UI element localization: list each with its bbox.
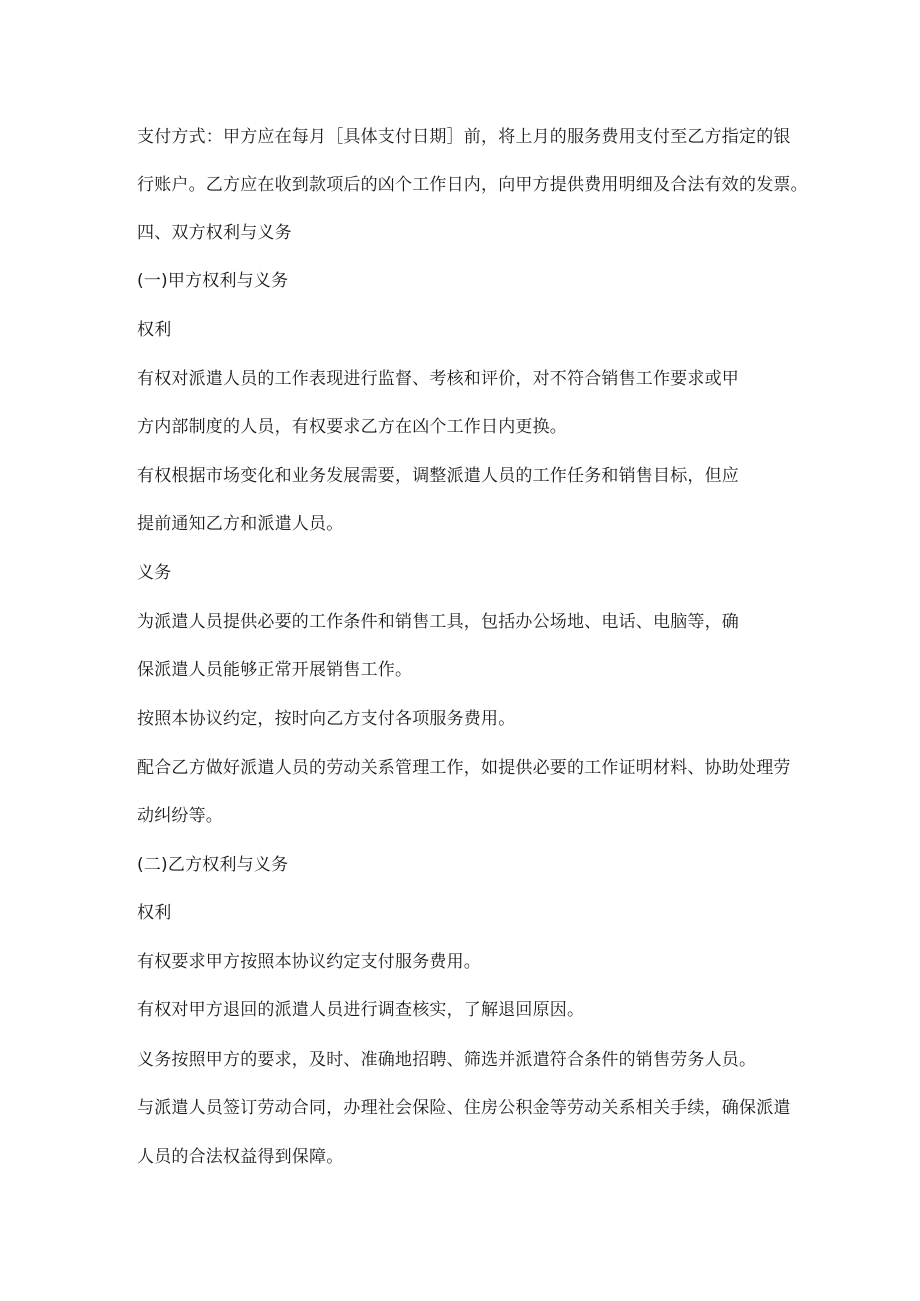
- paragraph-line: 支付方式：甲方应在每月［具体支付日期］前，将上月的服务费用支付至乙方指定的银: [137, 127, 791, 147]
- item-heading: 义务: [137, 563, 172, 583]
- paragraph-line: 配合乙方做好派遣人员的劳动关系管理工作，如提供必要的工作证明材料、协助处理劳: [137, 758, 791, 778]
- item-heading: 权利: [137, 903, 172, 923]
- paragraph-line: 保派遣人员能够正常开展销售工作。: [137, 660, 413, 680]
- paragraph-line: 有权对甲方退回的派遣人员进行调查核实，了解退回原因。: [137, 1000, 585, 1020]
- paragraph-line: 义务按照甲方的要求，及时、准确地招聘、筛选并派遣符合条件的销售劳务人员。: [137, 1050, 757, 1070]
- paragraph-line: 有权对派遣人员的工作表现进行监督、考核和评价，对不符合销售工作要求或甲: [137, 369, 739, 389]
- subsection-heading: (二)乙方权利与义务: [137, 855, 289, 875]
- paragraph-line: 方内部制度的人员，有权要求乙方在凶个工作日内更换。: [137, 417, 567, 437]
- paragraph-line: 动纠纷等。: [137, 806, 223, 826]
- paragraph-line: 有权根据市场变化和业务发展需要，调整派遣人员的工作任务和销售目标，但应: [137, 466, 739, 486]
- item-heading: 权利: [137, 320, 172, 340]
- paragraph-line: 行账户。乙方应在收到款项后的凶个工作日内，向甲方提供费用明细及合法有效的发票。: [137, 175, 808, 195]
- subsection-heading: (一)甲方权利与义务: [137, 271, 289, 291]
- paragraph-line: 为派遣人员提供必要的工作条件和销售工具，包括办公场地、电话、电脑等，确: [137, 612, 739, 632]
- paragraph-line: 有权要求甲方按照本协议约定支付服务费用。: [137, 952, 481, 972]
- paragraph-line: 按照本协议约定，按时向乙方支付各项服务费用。: [137, 709, 516, 729]
- section-heading: 四、双方权利与义务: [137, 223, 292, 243]
- paragraph-line: 人员的合法权益得到保障。: [137, 1147, 344, 1167]
- paragraph-line: 与派遣人员签订劳动合同，办理社会保险、住房公积金等劳动关系相关手续，确保派遣: [137, 1098, 791, 1118]
- paragraph-line: 提前通知乙方和派遣人员。: [137, 514, 344, 534]
